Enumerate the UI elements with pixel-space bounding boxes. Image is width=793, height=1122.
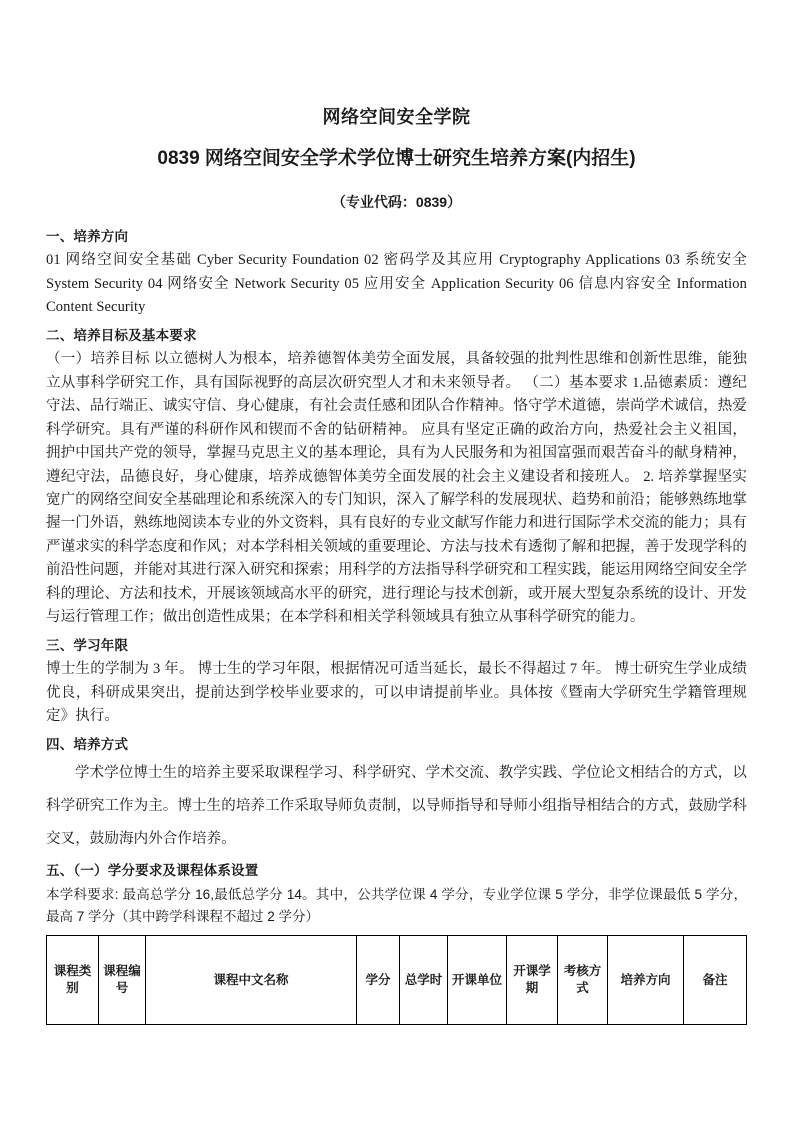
table-col-course-category: 课程类别	[47, 936, 99, 1025]
section-heading-training-directions: 一、培养方向	[46, 228, 129, 244]
section-body-objectives: （一）培养目标 以立德树人为根本，培养德智体美劳全面发展，具备较强的批判性思维和创新性思维，能独立从事科学研究工作，具有国际视野的高层次研究型人才和未来领导者。 （二）基本要求 1.品德素质：遵纪守法、品行端正、诚实守信、身心健康，有社会责任感和团队合作精神。恪守学术道德，崇尚学术诚信，热爱科学研究。具有严谨的科研作风和锲而不舍的钻研精神。 应具有坚定正确的政治方向，热爱社会主义祖国，拥护中国共产党的领导，掌握马克思主义的基本理论，具有为人民服务和为祖国富强而艰苦奋斗的献身精神，遵纪守法，品德良好，身心健康，培养成德智体美劳全面发展的社会主义建设者和接班人。 2. 培养掌握坚实宽广的网络空间安全基础理论和系统深入的专门知识，深入了解学科的发展现状、趋势和前沿；能够熟练地掌握一门外语，熟练地阅读本专业的外文资料，具有良好的专业文献写作能力和进行国际学术交流的能力；具有严谨求实的科学态度和作风；对本学科相关领域的重要理论、方法与技术有透彻了解和把握，善于发现学科的前沿性问题，并能对其进行深入研究和探索；用科学的方法指导科学研究和工程实践，能运用网络空间安全学科的理论、方法和技术，开展该领域高水平的研究，进行理论与技术创新，或开展大型复杂系统的设计、开发与运行管理工作；做出创造性成果；在本学科和相关学科领域具有独立从事科学研究的能力。	[46, 351, 747, 626]
section-body-training-directions: 01 网络空间安全基础 Cyber Security Foundation 02 密码学及其应用 Cryptography Applications 03 系统安全 System Security 04 网络安全 Network Security 05 应用安全 Application Security 06 信息内容安全 Information Content Security	[46, 252, 747, 316]
course-table	[46, 935, 747, 1025]
section-body-credit-requirements: 本学科要求: 最高总学分 16,最低总学分 14。其中，公共学位课 4 学分，专业学位课 5 学分，非学位课最低 5 学分，最高 7 学分（其中跨学科课程不超过 2 学分）	[46, 886, 747, 924]
section-heading-study-duration: 三、学习年限	[46, 637, 129, 653]
table-col-total-hours: 总学时	[400, 936, 448, 1025]
table-col-training-direction: 培养方向	[608, 936, 684, 1025]
section-heading-credit-requirements: 五、（一）学分要求及课程体系设置	[46, 863, 259, 879]
page-title-program: 0839 网络空间安全学术学位博士研究生培养方案(内招生)	[157, 148, 636, 169]
table-header-row	[47, 936, 747, 1025]
table-col-course-name-cn: 课程中文名称	[146, 936, 357, 1025]
table-col-credits: 学分	[357, 936, 400, 1025]
table-col-offering-term: 开课学期	[507, 936, 558, 1025]
section-body-study-duration: 博士生的学制为 3 年。 博士生的学习年限，根据情况可适当延长，最长不得超过 7 年。 博士研究生学业成绩优良，科研成果突出，提前达到学校毕业要求的，可以申请提前毕业。具体按《暨南大学研究生学籍管理规定》执行。	[46, 661, 747, 725]
section-heading-training-mode: 四、培养方式	[46, 736, 129, 752]
table-col-course-code: 课程编号	[99, 936, 146, 1025]
page-title-school: 网络空间安全学院	[322, 107, 471, 127]
page-subtitle-major-code: （专业代码：0839）	[331, 193, 462, 210]
table-col-assessment-method: 考核方式	[558, 936, 608, 1025]
section-heading-objectives: 二、培养目标及基本要求	[46, 327, 197, 343]
section-body-training-mode: 学术学位博士生的培养主要采取课程学习、科学研究、学术交流、教学实践、学位论文相结合的方式，以科学研究工作为主。博士生的培养工作采取导师负责制，以导师指导和导师小组指导相结合的方式，鼓励学科交叉，鼓励海内外合作培养。	[46, 765, 747, 847]
top-margin-spacer	[46, 0, 747, 104]
table-col-remarks: 备注	[684, 936, 747, 1025]
table-col-offering-unit: 开课单位	[448, 936, 507, 1025]
